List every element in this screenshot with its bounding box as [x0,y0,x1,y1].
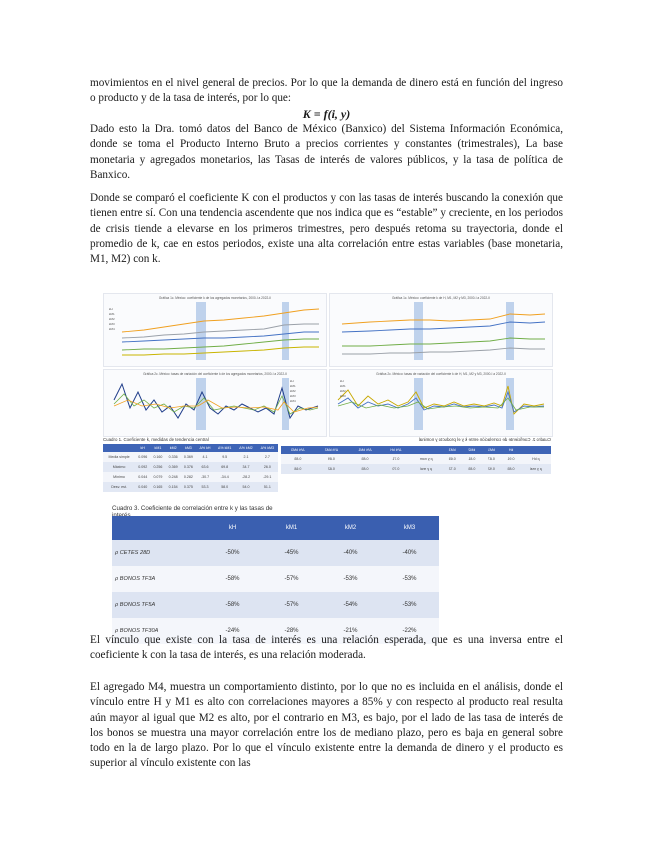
legend-item: kM1 [290,384,296,388]
cell: 9.5 [214,452,235,462]
cell: 51.1 [257,482,278,492]
cell: 26.0 [257,462,278,472]
paragraph-interest-rate: El vínculo que existe con la tasa de interés es una relación esperada, que es una inversa entre el coeficiente k con la tasa de interés, es una relación moderada. [90,634,563,662]
series-kM4 [122,309,319,332]
cell: -45% [262,540,321,566]
paragraph-comparison: Donde se comparó el coeficiente K con el productos y con las tasas de interés buscando la conexión que tienen entre sí. Con una tendencia ascendente que nos indica que es “estable” y creciente, en los periodos de crisis tiende a elevarse en los primeros trimestres, pero después retoma su trayectoria, donde el promedio de k, cae en estos periodos, existe una alta correlación entre estas variables (base monetaria, M1, M2) con k. [90,192,563,266]
formula-k: K = f(i, y) [302,107,351,121]
cell: -34.4 [214,472,235,482]
table-row [281,464,551,474]
chart-title: Gráfica 1c. México: coeficiente k de H, M1, M2 y M3, 2000-I a 2022-II [392,296,490,300]
cell: 0.82 [315,464,349,474]
chart-3-plot [104,370,326,436]
paragraph-intro: movimientos en el nivel general de precios. Por lo que la demanda de dinero está en función del ingreso o producto y de la tasa de interés, por lo que: [90,77,563,105]
table-header-row [281,446,551,454]
table-row [112,540,439,566]
header-cell: kH [203,516,262,540]
legend-item: kM2 [109,317,115,321]
chart-title: Gráfica 2c. México: tasas de variación del coeficiente k de H, M1, M2 y M3, 2000-I a 2022-II [376,372,506,376]
cell: 0.096 [135,452,150,462]
cell: -40% [321,540,380,566]
cell: 34.7 [235,462,256,472]
cell: 0.92 [482,464,502,474]
paragraph-m4-analysis: El agregado M4, muestra un comportamiento distinto, por lo que no es incluida en el análisis, donde el vínculo entre H y M1 es alto con correlaciones mayores a 85% y con respecto al producto real resulta aún mayor al igual que M2 es alto, por el contrario en M3, es bajo, por el lado de las tasa de interés de los bonos se muestra una mayor correlación entre los de mediano plazo, pero es baja en general sobre todo en la de largo plazo. Por lo que el vínculo existente entre la demanda de dinero y el producto es superior al vínculo existente con las [90,681,563,770]
series-kH [342,348,545,354]
header-cell: Δ% kH [382,446,410,454]
cell: 0.369 [166,462,181,472]
cell: 0.85 [348,464,382,474]
cell: -24% [203,618,262,644]
row-label: Máximo [103,462,135,472]
legend-item: kH [109,307,113,311]
series-kM2 [342,322,545,332]
header-cell [112,516,203,540]
row-label: ρ y nom [410,454,442,464]
cell: 0.376 [181,462,196,472]
table-header-row [112,516,439,540]
cell: 0.375 [181,482,196,492]
header-cell: kM2 [321,516,380,540]
row-label: ρ BONOS TF5A [112,592,203,618]
legend-item: kM2 [290,389,296,393]
header-cell: kH [135,444,150,452]
cell: 0.91 [501,454,521,464]
legend-item: kM1 [340,384,346,388]
header-cell: Δ% kM1 [214,444,235,452]
chart-4-plot [330,370,552,436]
cell: 0.70 [382,464,410,474]
cell: -30.7 [196,472,214,482]
cell: 0.160 [150,452,165,462]
cuadro2-table [281,446,551,474]
cell: 0.165 [150,482,165,492]
series-variation-2 [114,394,318,414]
row-label: ρ kH [521,454,551,464]
cell: -57% [262,592,321,618]
chart-k-h-m1-m2-m3 [329,293,553,367]
series-kM3 [122,324,319,338]
row-label: ρ BONOS TF30A [112,618,203,644]
row-label: ρ y real [410,464,442,474]
header-cell: kM3 [442,446,462,454]
legend-item: kM3 [290,394,296,398]
cell: 0.336 [166,452,181,462]
header-cell: Δ% kM3 [257,444,278,452]
header-cell: kH [501,446,521,454]
legend-item: kM3 [109,322,115,326]
cell: -28% [262,618,321,644]
table-row [103,482,278,492]
chart-title: Gráfica 1c. México: coeficiente k de los agregados monetarios, 2000-I a 2022-II [158,296,272,300]
row-label: Media simple [103,452,135,462]
cell: 0.85 [281,454,315,464]
header-cell: kM1 [262,516,321,540]
header-cell [103,444,135,452]
cell: -22% [380,618,439,644]
chart-1-plot [104,294,326,366]
cell: 0.040 [135,482,150,492]
header-cell: kM2 [166,444,181,452]
cell: -57% [262,566,321,592]
cell: 4.1 [196,452,214,462]
cell: 0.248 [166,472,181,482]
cell: -21% [321,618,380,644]
header-cell: kM2 [462,446,482,454]
cell: -53% [380,592,439,618]
cell: 0.81 [462,454,482,464]
table-row [112,592,439,618]
row-label: ρ BONOS TF3A [112,566,203,592]
table-row [103,462,278,472]
cell: 0.85 [501,464,521,474]
header-cell [410,446,442,454]
series-kM2 [122,332,319,342]
cell: 0.68 [281,464,315,474]
cuadro2-title: Cuadro 2. Coeficiente de correlación entre k y el producto y nominal [418,437,551,442]
table-row [112,566,439,592]
chart-k-aggregates [103,293,327,367]
header-cell: Δ% kM1 [348,446,382,454]
cell: -58% [203,592,262,618]
legend-item: kM1 [109,312,115,316]
cell: -53% [321,566,380,592]
header-cell: Δ% kM2 [235,444,256,452]
header-cell [521,446,551,454]
cell: 0.282 [181,472,196,482]
cell: -53% [380,566,439,592]
legend-item: kM3 [340,394,346,398]
table-row [281,454,551,464]
row-label: ρ y real [521,464,551,474]
cell: 0.256 [150,462,165,472]
cell: 0.079 [150,472,165,482]
cell: 0.89 [315,454,349,464]
series-variation-2 [338,392,544,412]
cell: 0.85 [348,454,382,464]
chart-variation-aggregates [103,369,327,437]
cell: 0.65 [442,454,462,464]
cell: 2.1 [235,452,256,462]
header-cell: Δ% kM3 [281,446,315,454]
legend-item: kM4 [109,327,115,331]
cell: 0.87 [482,454,502,464]
row-label: Mínimo [103,472,135,482]
cell: 0.85 [462,464,482,474]
cell: -28.2 [235,472,256,482]
chart-variation-h-m1-m2-m3 [329,369,553,437]
table3-title: Cuadro 3. Coeficiente de correlación entre k y las tasas de [112,505,273,512]
cell: 0.369 [181,452,196,462]
cell: -40% [380,540,439,566]
legend-item: kM4 [290,399,296,403]
table-row [103,472,278,482]
chart-2-plot [330,294,552,366]
legend-item: kH [340,379,344,383]
legend-item: kH [290,379,294,383]
cell: -50% [203,540,262,566]
table-header-row [103,444,278,452]
cell: 58.0 [214,482,235,492]
cell: 54.0 [235,482,256,492]
header-cell: Δ% kH [196,444,214,452]
legend-item: kM2 [340,389,346,393]
series-variation-3 [114,400,318,412]
series-kH [122,347,319,355]
cell: 63.6 [196,462,214,472]
row-label: ρ CETES 28D [112,540,203,566]
header-cell: kM1 [482,446,502,454]
table-row [103,452,278,462]
row-label: Desv. est. [103,482,135,492]
cell: -54% [321,592,380,618]
cell: 53.3 [196,482,214,492]
series-variation-1 [114,384,318,418]
series-kM1 [342,338,545,346]
cell: -58% [203,566,262,592]
cell: -29.1 [257,472,278,482]
cell: 0.044 [135,472,150,482]
header-cell: kM1 [150,444,165,452]
paragraph-data-sources: Dado esto la Dra. tomó datos del Banco de México (Banxico) del Sistema Información Económica, donde se toma el Producto Interno Bruto a precios corrientes y constantes (trimestrales), La base monetaria y agregados monetarios, las Tasas de interés de valores públicos, y la tasa de política de Banxico. [90,123,563,181]
table3 [112,516,439,644]
cell: 0.092 [135,462,150,472]
chart-title: Gráfica 2c. México: tasas de variación del coeficiente k de los agregados monetarios, 2000-I a 2022-II [143,372,287,376]
cell: 0.154 [166,482,181,492]
header-cell: kM3 [181,444,196,452]
cuadro1-table [103,444,278,492]
header-cell: Δ% kM2 [315,446,349,454]
cuadro1-title: Cuadro 1. Coeficiente k, medidas de tendencia central [103,437,209,442]
cell: 69.8 [214,462,235,472]
cell: 0.72 [442,464,462,474]
header-cell: kM3 [380,516,439,540]
cuadro2-mirrored [281,437,551,495]
cell: 2.7 [257,452,278,462]
cell: 0.71 [382,454,410,464]
